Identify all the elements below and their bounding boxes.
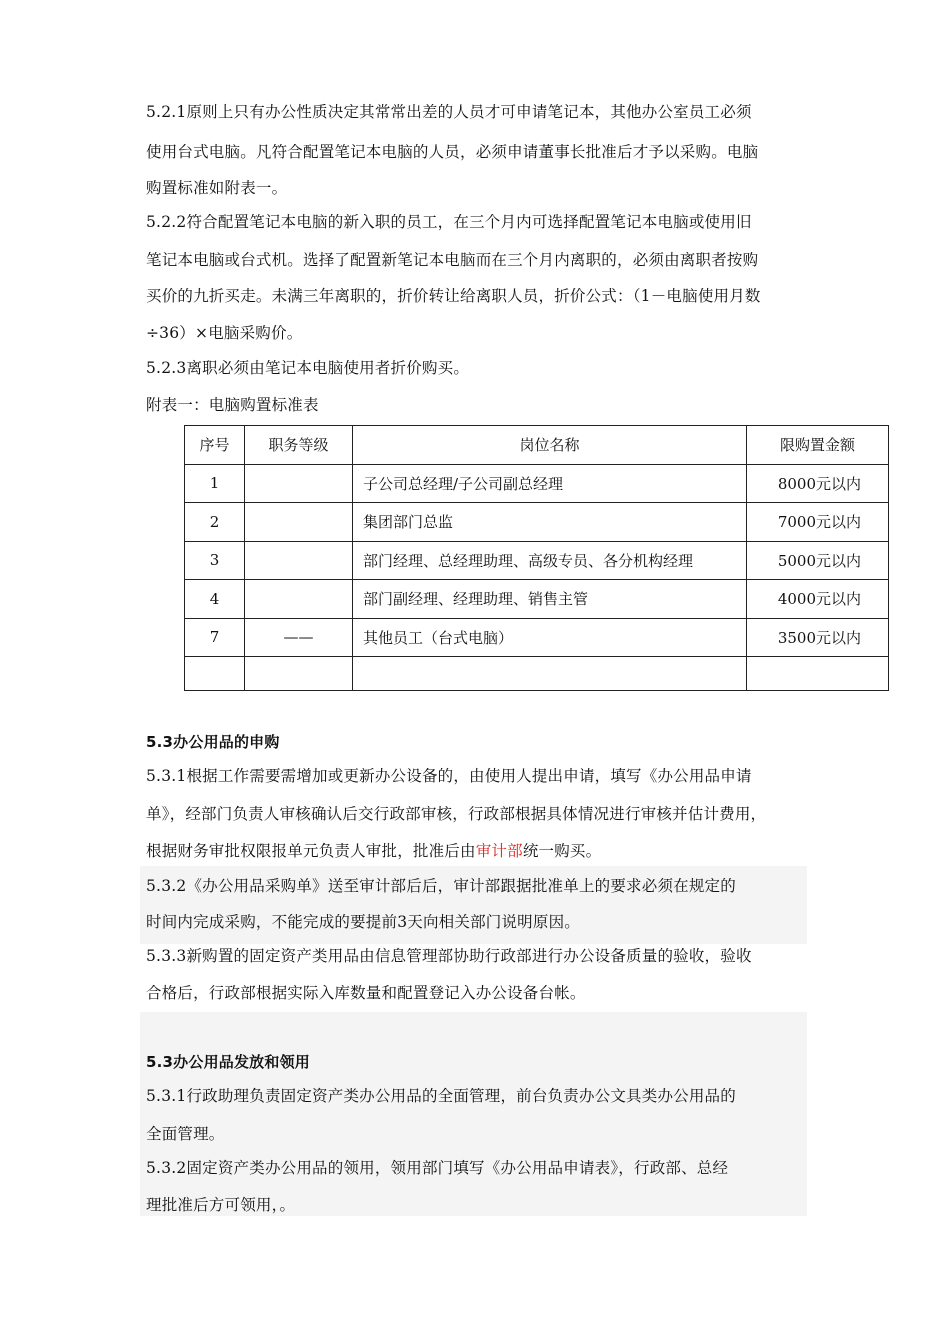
- table-cell: 集团部门总监: [353, 503, 747, 542]
- text-run: 统一购买。: [522, 842, 602, 860]
- table-row: [185, 541, 889, 580]
- shaded-block: [140, 1012, 807, 1216]
- table-cell: 4: [185, 580, 245, 619]
- table-cell: 8000元以内: [747, 464, 889, 503]
- paragraph-line: 理批准后方可领用，。: [146, 1196, 296, 1214]
- table-cell: 1: [185, 464, 245, 503]
- table-cell: [747, 657, 889, 691]
- table-cell: 子公司总经理/子公司副总经理: [353, 464, 747, 503]
- table-cell: [245, 580, 353, 619]
- table-cell: [185, 657, 245, 691]
- paragraph-line: 5.2.3离职必须由笔记本电脑使用者折价购买。: [146, 359, 470, 377]
- header-cell: 岗位名称: [353, 426, 747, 465]
- table-cell: 7000元以内: [747, 503, 889, 542]
- table-row: [185, 503, 889, 542]
- paragraph-line: 合格后，行政部根据实际入库数量和配置登记入办公设备台帐。: [146, 984, 586, 1002]
- header-cell: 序号: [185, 426, 245, 465]
- table-cell: 部门经理、总经理助理、高级专员、各分机构经理: [353, 541, 747, 580]
- table-cell: 3: [185, 541, 245, 580]
- header-cell: 限购置金额: [747, 426, 889, 465]
- paragraph-line: 5.3.1根据工作需要需增加或更新办公设备的，由使用人提出申请，填写《办公用品申请: [146, 767, 752, 785]
- table-cell: 部门副经理、经理助理、销售主管: [353, 580, 747, 619]
- table-cell: 7: [185, 618, 245, 657]
- paragraph-line: 5.2.2符合配置笔记本电脑的新入职的员工，在三个月内可选择配置笔记本电脑或使用旧: [146, 213, 752, 231]
- table-cell: [245, 541, 353, 580]
- paragraph-line: 5.3.3新购置的固定资产类用品由信息管理部协助行政部进行办公设备质量的验收，验收: [146, 947, 752, 965]
- table-cell: [245, 464, 353, 503]
- table-row-empty: [185, 657, 889, 691]
- paragraph-line: 时间内完成采购，不能完成的要提前3天向相关部门说明原因。: [146, 913, 580, 931]
- paragraph-line: 买价的九折买走。未满三年离职的，折价转让给离职人员，折价公式：（1－电脑使用月数: [146, 287, 761, 305]
- paragraph-line: 笔记本电脑或台式机。选择了配置新笔记本电脑而在三个月内离职的，必须由离职者按购: [146, 251, 759, 269]
- paragraph-line: 5.3.2固定资产类办公用品的领用，领用部门填写《办公用品申请表》，行政部、总经: [146, 1159, 729, 1177]
- table-row: [185, 618, 889, 657]
- paragraph-line: 5.2.1原则上只有办公性质决定其常常出差的人员才可申请笔记本，其他办公室员工必须: [146, 103, 752, 121]
- header-cell: 职务等级: [245, 426, 353, 465]
- table-cell: [245, 503, 353, 542]
- table-cell: 5000元以内: [747, 541, 889, 580]
- section-heading: 5.3办公用品的申购: [146, 733, 280, 751]
- section-heading: 5.3办公用品发放和领用: [146, 1053, 310, 1071]
- table-cell: [353, 657, 747, 691]
- table-header-row: [185, 426, 889, 465]
- paragraph-line: 全面管理。: [146, 1125, 225, 1143]
- text-run: 根据财务审批权限报单元负责人审批，批准后由: [146, 842, 476, 860]
- table-cell: 2: [185, 503, 245, 542]
- paragraph-line: 购置标准如附表一。: [146, 179, 288, 197]
- purchase-standard-table: [184, 425, 889, 691]
- paragraph-line: ÷36）×电脑采购价。: [146, 324, 303, 342]
- paragraph-line: 使用台式电脑。凡符合配置笔记本电脑的人员，必须申请董事长批准后才予以采购。电脑: [146, 143, 759, 161]
- paragraph-line: [146, 841, 601, 861]
- table-cell: 4000元以内: [747, 580, 889, 619]
- table-cell: 其他员工（台式电脑）: [353, 618, 747, 657]
- highlighted-text: 审计部: [475, 842, 523, 860]
- paragraph-line: 单》，经部门负责人审核确认后交行政部审核，行政部根据具体情况进行审核并估计费用，: [146, 805, 767, 823]
- table-caption: 附表一：电脑购置标准表: [146, 396, 319, 414]
- table-cell: [245, 657, 353, 691]
- table-cell: ——: [245, 618, 353, 657]
- table-row: [185, 580, 889, 619]
- table-row: [185, 464, 889, 503]
- paragraph-line: 5.3.2《办公用品采购单》送至审计部后后，审计部跟据批准单上的要求必须在规定的: [146, 877, 736, 895]
- table-cell: 3500元以内: [747, 618, 889, 657]
- paragraph-line: 5.3.1行政助理负责固定资产类办公用品的全面管理，前台负责办公文具类办公用品的: [146, 1087, 736, 1105]
